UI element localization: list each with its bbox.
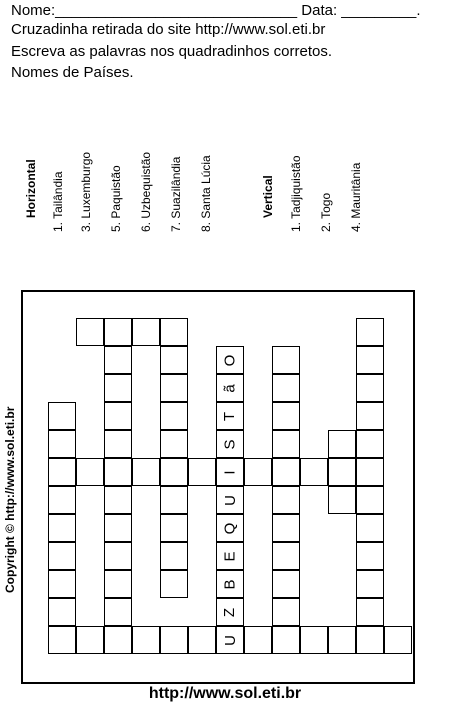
- crossword-cell[interactable]: [356, 346, 384, 374]
- clue-vertical-4: 4. Mauritânia: [349, 162, 363, 232]
- crossword-cell[interactable]: [244, 626, 272, 654]
- crossword-cell[interactable]: [356, 626, 384, 654]
- crossword-cell[interactable]: [188, 626, 216, 654]
- crossword-cell[interactable]: [356, 458, 384, 486]
- crossword-cell[interactable]: [132, 626, 160, 654]
- crossword-cell[interactable]: [272, 458, 300, 486]
- footer-url: http://www.sol.eti.br: [148, 685, 302, 702]
- crossword-cell[interactable]: [160, 374, 188, 402]
- crossword-cell[interactable]: [48, 430, 76, 458]
- crossword-cell[interactable]: [328, 458, 356, 486]
- crossword-cell[interactable]: [272, 570, 300, 598]
- crossword-cell[interactable]: [104, 374, 132, 402]
- crossword-cell[interactable]: [104, 402, 132, 430]
- crossword-cell[interactable]: [160, 318, 188, 346]
- crossword-cell[interactable]: [272, 598, 300, 626]
- crossword-cell[interactable]: [300, 626, 328, 654]
- crossword-letter: ã: [221, 383, 239, 393]
- crossword-cell[interactable]: [104, 598, 132, 626]
- crossword-cell[interactable]: [132, 318, 160, 346]
- crossword-cell[interactable]: [104, 486, 132, 514]
- crossword-cell[interactable]: [48, 402, 76, 430]
- crossword-cell[interactable]: [328, 626, 356, 654]
- clue-horizontal-3: 3. Luxemburgo: [79, 151, 93, 232]
- crossword-cell[interactable]: [160, 402, 188, 430]
- crossword-cell[interactable]: [272, 402, 300, 430]
- clue-horizontal-1: 1. Tailândia: [51, 171, 65, 232]
- crossword-letter: T: [221, 411, 239, 421]
- vertical-title: Vertical: [261, 175, 275, 218]
- crossword-cell[interactable]: [104, 570, 132, 598]
- crossword-cell[interactable]: [328, 486, 356, 514]
- crossword-cell[interactable]: [356, 514, 384, 542]
- crossword-cell[interactable]: [272, 514, 300, 542]
- crossword-cell[interactable]: [272, 542, 300, 570]
- crossword-letter: U: [221, 634, 239, 646]
- crossword-cell[interactable]: [356, 486, 384, 514]
- clue-horizontal-8: 8. Santa Lúcia: [199, 155, 213, 232]
- crossword-cell[interactable]: [160, 346, 188, 374]
- crossword-letter: U: [221, 494, 239, 506]
- crossword-cell[interactable]: [76, 626, 104, 654]
- crossword-letter: B: [221, 578, 239, 590]
- crossword-cell[interactable]: [160, 570, 188, 598]
- crossword-cell[interactable]: [356, 318, 384, 346]
- crossword-cell[interactable]: [48, 486, 76, 514]
- crossword-cell[interactable]: [300, 458, 328, 486]
- crossword-cell[interactable]: [104, 626, 132, 654]
- crossword-cell[interactable]: [272, 430, 300, 458]
- crossword-cell[interactable]: [48, 570, 76, 598]
- crossword-cell[interactable]: [104, 346, 132, 374]
- crossword-cell[interactable]: [356, 570, 384, 598]
- crossword-cell[interactable]: [160, 430, 188, 458]
- crossword-cell[interactable]: [272, 346, 300, 374]
- header-source: Cruzadinha retirada do site http://www.sol.eti.br: [11, 21, 326, 38]
- clue-vertical-2: 2. Togo: [319, 192, 333, 232]
- clue-horizontal-6: 6. Uzbequistão: [139, 151, 153, 232]
- clue-horizontal-7: 7. Suazilândia: [169, 156, 183, 232]
- header-instructions: Escreva as palavras nos quadradinhos corretos.: [11, 43, 333, 60]
- crossword-cell[interactable]: [244, 458, 272, 486]
- crossword-cell[interactable]: [48, 542, 76, 570]
- crossword-cell[interactable]: [272, 486, 300, 514]
- crossword-cell[interactable]: [356, 542, 384, 570]
- crossword-cell[interactable]: [188, 458, 216, 486]
- clue-horizontal-5: 5. Paquistão: [109, 165, 123, 232]
- crossword-cell[interactable]: [356, 598, 384, 626]
- crossword-cell[interactable]: [356, 374, 384, 402]
- crossword-letter: Z: [221, 607, 239, 617]
- copyright-notice: Copyright © http://www.sol.eti.br: [3, 406, 17, 593]
- crossword-cell[interactable]: [104, 318, 132, 346]
- crossword-cell[interactable]: [328, 430, 356, 458]
- crossword-letter: S: [221, 438, 239, 450]
- crossword-cell[interactable]: [76, 458, 104, 486]
- crossword-cell[interactable]: [356, 430, 384, 458]
- crossword-cell[interactable]: [48, 626, 76, 654]
- crossword-cell[interactable]: [132, 458, 160, 486]
- header-theme: Nomes de Países.: [11, 64, 134, 81]
- crossword-cell[interactable]: [104, 458, 132, 486]
- header-name-date: Nome:_____________________________ Data: _________.: [11, 2, 421, 19]
- crossword-cell[interactable]: [160, 458, 188, 486]
- crossword-letter: E: [221, 550, 239, 562]
- crossword-cell[interactable]: [356, 402, 384, 430]
- crossword-cell[interactable]: [48, 458, 76, 486]
- crossword-cell[interactable]: [272, 374, 300, 402]
- crossword-cell[interactable]: [384, 626, 412, 654]
- crossword-cell[interactable]: [160, 626, 188, 654]
- crossword-cell[interactable]: [104, 430, 132, 458]
- horizontal-title: Horizontal: [24, 159, 38, 218]
- crossword-cell[interactable]: [272, 626, 300, 654]
- crossword-cell[interactable]: [160, 486, 188, 514]
- crossword-cell[interactable]: [48, 514, 76, 542]
- clue-vertical-1: 1. Tadjiquistão: [289, 155, 303, 232]
- crossword-letter: O: [221, 354, 239, 366]
- crossword-cell[interactable]: [160, 514, 188, 542]
- crossword-cell[interactable]: [104, 542, 132, 570]
- crossword-cell[interactable]: [104, 514, 132, 542]
- crossword-cell[interactable]: [48, 598, 76, 626]
- crossword-letter: Q: [221, 522, 239, 534]
- crossword-cell[interactable]: [76, 318, 104, 346]
- crossword-letter: I: [221, 469, 239, 475]
- crossword-cell[interactable]: [160, 542, 188, 570]
